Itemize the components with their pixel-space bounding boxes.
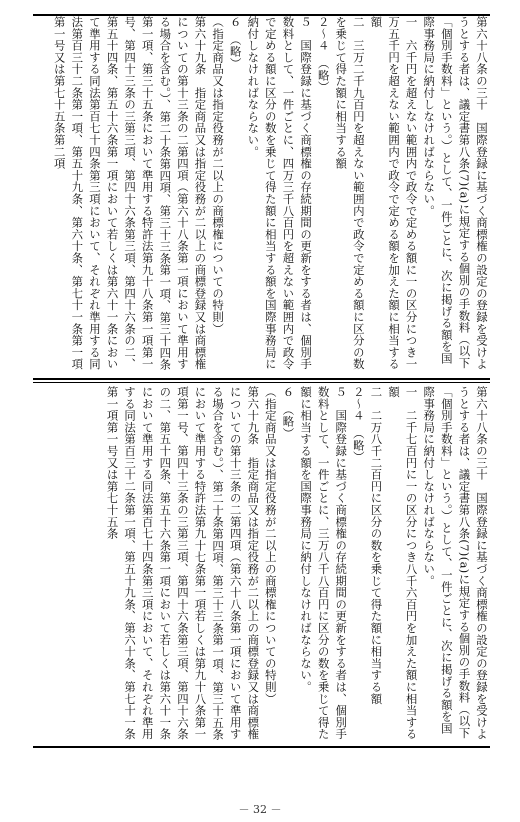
amended-law-text: 第六十八条の三十 国際登録に基づく商標権の設定の登録を受けようとする者は、議定書第八条(7)(a)に規定する個別の手数料（以下「個別手数料」という。）として、一件ごとに、次に掲げる額を国際事務局に納付しなければならない。 一 六千円を超えない範囲内で政令で定める額に一の区分につき一万五千円を超えない範囲内で政令で定める額を加えた額に相当する額 二 三万二千九百円を超えない範囲内で政令で定める額に区分の数を乗じて得た額に相当する額 ２～４ （略） ５ 国際登録に基づく商標権の存続期間の更新をする者は、個別手数料として、一件ごとに、四万三千八百円を超えない範囲内で政令で定める額に区分の数を乗じて得た額に相当する額を国際事務局に納付しなければならない。 ６ （略） （指定商品又は指定役務が二以上の商標権についての特則） 第六十九条 指定商品又は指定役務が二以上の商標登録又は商標権についての第十三条の二第四項（第六十八条第一項において準用する場合を含む。）、第二十条第四項、第三十三条第一項、第三十四条第一項、第三十五条において準用する特許法第九十八条第一項第一号、第四十三条の三第三項、第四十六条第三項、第四十六条の二、第五十四条、第五十六条第一項において若しくは第六十一条において準用する同法第百七十四条第三項において、それぞれ準用する同法第百三十二条第一項、第五十九条、第六十条、第七十一条第一項第一号又は第七十五条第二項 (52, 16, 489, 371)
page-number: － 32 － (238, 803, 282, 816)
middle-border-lower (33, 382, 490, 383)
amended-text-panel (33, 16, 490, 372)
middle-border-upper (33, 378, 490, 380)
bottom-border (33, 746, 490, 748)
current-text-panel (33, 386, 490, 742)
current-law-text: 第六十八条の三十 国際登録に基づく商標権の設定の登録を受けようとする者は、議定書第八条(7)(a)に規定する個別の手数料（以下「個別手数料」という。）として、一件ごとに、次に掲げる額を国際事務局に納付しなければならない。 一 二千七百円に一の区分につき八千六百円を加えた額に相当する額 二 二万八千二百円に区分の数を乗じて得た額に相当する額 ２～４ （略） ５ 国際登録に基づく商標権の存続期間の更新をする者は、個別手数料として、一件ごとに、三万八千八百円に区分の数を乗じて得た額に相当する額を国際事務局に納付しなければならない。 ６ （略） （指定商品又は指定役務が二以上の商標権についての特則） 第六十九条 指定商品又は指定役務が二以上の商標登録又は商標権についての第十三条の二第四項（第六十八条第一項において準用する場合を含む。）、第二十条第四項、第三十三条第一項、第三十五条において準用する特許法第九十七条第一項若しくは第九十八条第一項第一号、第四十三条の三第三項、第四十六条第三項、第四十六条の二、第五十四条、第五十六条第一項において若しくは第六十一条において準用する同法第百七十四条第三項において、それぞれ準用する同法第百三十二条第一項、第五十九条、第六十条、第七十一条第一項第一号又は第七十五条 (105, 386, 489, 741)
